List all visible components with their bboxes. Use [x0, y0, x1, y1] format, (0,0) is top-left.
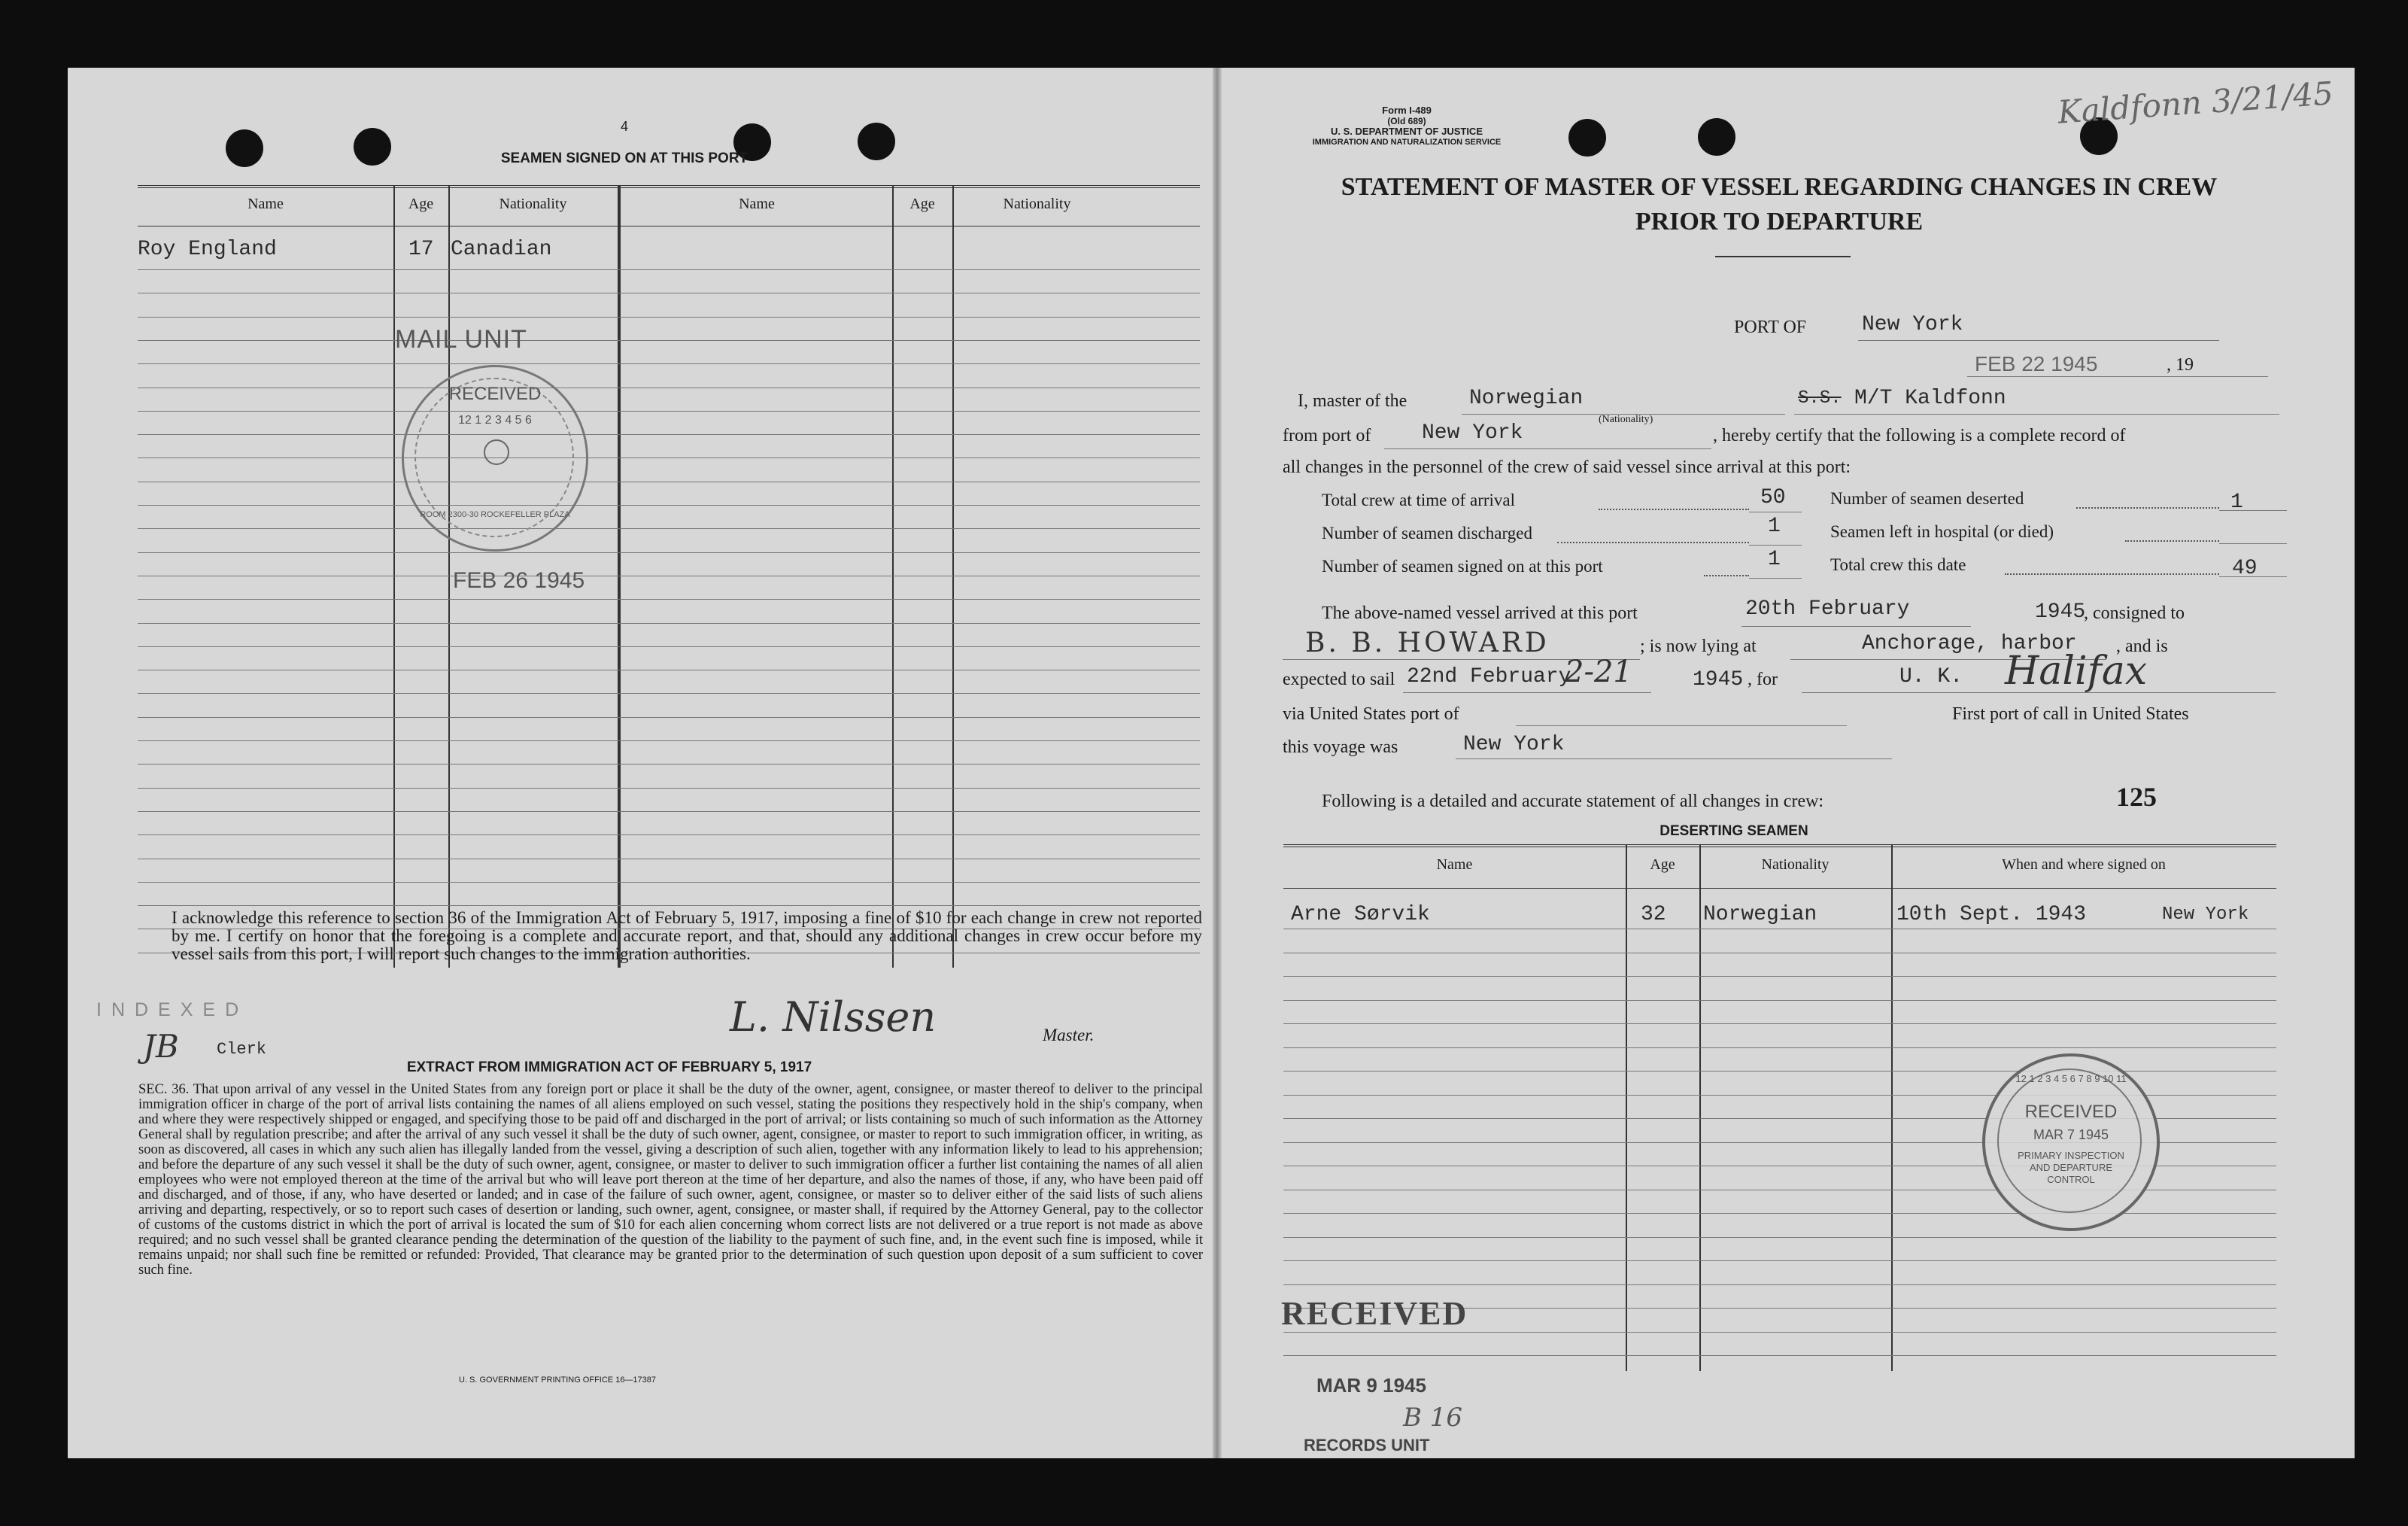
table-rule-line: [138, 811, 1200, 812]
records-unit-stamp: RECORDS UNIT: [1304, 1436, 1430, 1455]
voyage-label: this voyage was: [1283, 737, 1398, 757]
table-rule-line: [138, 457, 1200, 458]
round-stamp-digits: 12 1 2 3 4 5 6 7 8 9 10 11: [2015, 1073, 2127, 1084]
table-rule-line: [138, 693, 1200, 694]
nationality-caption: (Nationality): [1599, 414, 1653, 425]
round-stamp-text: PRIMARY INSPECTION AND DEPARTURE CONTROL: [2018, 1150, 2124, 1185]
deserted-label: Number of seamen deserted: [1830, 489, 2024, 508]
hospital-label: Seamen left in hospital (or died): [1830, 522, 2054, 541]
row-1-nationality: Canadian: [451, 238, 552, 261]
voyage-value: New York: [1463, 733, 1565, 756]
consignee-value: B. B. HOWARD: [1305, 628, 1550, 658]
lying-value: Anchorage, harbor: [1862, 632, 2077, 655]
from-port-value: New York: [1422, 421, 1523, 445]
discharged-value: 1: [1768, 515, 1781, 538]
total-crew-arrival-label: Total crew at time of arrival: [1322, 491, 1516, 509]
discharged-label: Number of seamen discharged: [1322, 524, 1532, 543]
deserted-value: 1: [2230, 491, 2243, 514]
first-call-label: First port of call in United States: [1952, 704, 2189, 724]
form-number: Form I-489: [1382, 105, 1432, 116]
indexed-stamp: INDEXED: [96, 999, 249, 1020]
consigned-label: , consigned to: [2084, 603, 2185, 623]
master-label: Master.: [1043, 1026, 1095, 1044]
stamp-office: ROOM 2300-30 ROCKEFELLER PLAZA: [420, 510, 570, 519]
nationality-value: Norwegian: [1469, 387, 1584, 410]
table-rule-line: [138, 905, 1200, 906]
table-rule-line: [138, 552, 1200, 553]
master-signature: L. Nilssen: [730, 993, 937, 1041]
and-is-label: , and is: [2116, 637, 2168, 656]
for-handwritten: Halifax: [2005, 649, 2148, 694]
received-stamp: RECEIVED: [1281, 1295, 1468, 1332]
seamen-signed-on-table: [138, 185, 1200, 968]
signed-on-value: 1: [1768, 548, 1781, 571]
certify-text: , hereby certify that the following is a complete record of: [1713, 426, 2126, 445]
service: IMMIGRATION AND NATURALIZATION SERVICE: [1312, 138, 1502, 147]
total-crew-arrival-value: 50: [1760, 486, 1786, 509]
column-header-name: Name: [1436, 856, 1473, 873]
extract-title: EXTRACT FROM IMMIGRATION ACT OF FEBRUARY 5, 1917: [406, 1059, 812, 1075]
table-rule-line: [1283, 1213, 2276, 1214]
table-rule-line: [1283, 1237, 2276, 1238]
printer-line: U. S. GOVERNMENT PRINTING OFFICE 16—17387: [459, 1376, 657, 1385]
column-header-name-2: Name: [739, 196, 775, 212]
table-rule-line: [138, 411, 1200, 412]
deserter-signed-place: New York: [2162, 904, 2249, 925]
received-stamp-date: MAR 9 1945: [1316, 1374, 1426, 1397]
clerk-initials: JB: [143, 1028, 179, 1065]
table-rule-line: [1283, 1071, 2276, 1072]
corner-handwritten-note: Kaldfonn 3/21/45: [2056, 74, 2335, 131]
form-old-number: (Old 689): [1387, 116, 1426, 126]
table-rule-line: [138, 599, 1200, 600]
right-page: [1222, 68, 2355, 1458]
from-port-label: from port of: [1283, 426, 1371, 445]
table-rule-line: [138, 764, 1200, 765]
punch-hole: [354, 128, 391, 166]
column-header-age: Age: [1650, 856, 1675, 873]
mail-unit-stamp: MAIL UNIT: [395, 325, 527, 354]
table-rule-line: [138, 740, 1200, 741]
column-header-nationality-2: Nationality: [1003, 196, 1071, 212]
date-stamp: FEB 22 1945: [1975, 352, 2098, 375]
table-rule-line: [138, 882, 1200, 883]
primary-inspection-stamp: [1982, 1053, 2160, 1231]
clerk-label: Clerk: [217, 1040, 267, 1059]
changes-intro: Following is a detailed and accurate statement of all changes in crew:: [1322, 792, 1824, 811]
column-header-signed-on: When and where signed on: [2002, 856, 2166, 873]
date-suffix: , 19: [2167, 355, 2194, 375]
page-number: 4: [620, 119, 628, 134]
lying-label: ; is now lying at: [1640, 637, 1757, 656]
left-page: [68, 68, 1222, 1458]
total-crew-date-label: Total crew this date: [1830, 555, 1966, 574]
received-round-stamp: [402, 365, 588, 552]
arrived-value: 20th February: [1745, 597, 1910, 621]
master-of-label: I, master of the: [1298, 391, 1407, 411]
table-rule-line: [138, 528, 1200, 529]
department: U. S. DEPARTMENT OF JUSTICE: [1331, 126, 1483, 137]
table-rule-line: [1283, 1023, 2276, 1024]
table-rule-line: [138, 363, 1200, 364]
stamp-date: FEB 26 1945: [453, 568, 585, 593]
signed-on-label: Number of seamen signed on at this port: [1322, 557, 1603, 576]
table-rule-line: [1283, 1355, 2276, 1356]
for-value: U. K.: [1899, 665, 1963, 689]
column-header-age-2: Age: [909, 196, 935, 212]
table-rule-line: [138, 646, 1200, 647]
stamp-digits: 12 1 2 3 4 5 6: [458, 414, 532, 427]
port-label: PORT OF: [1734, 318, 1807, 337]
sail-handwritten: 2-21: [1565, 655, 1632, 689]
clock-icon: [484, 439, 509, 465]
arrived-year: 1945: [2035, 600, 2086, 624]
deserter-name: Arne Sørvik: [1291, 903, 1430, 926]
stamp-received-label: RECEIVED: [448, 384, 542, 404]
table-rule-line: [138, 505, 1200, 506]
table-rule-line: [138, 269, 1200, 270]
bottom-handwritten-note: B 16: [1403, 1403, 1463, 1433]
punch-hole: [226, 129, 263, 167]
via-label: via United States port of: [1283, 704, 1459, 724]
deserting-title: DESERTING SEAMEN: [1659, 823, 1808, 839]
round-stamp-received: RECEIVED: [2024, 1102, 2118, 1122]
column-header-age: Age: [408, 196, 434, 212]
table-rule-line: [1283, 1260, 2276, 1261]
form-title-line-1: STATEMENT OF MASTER OF VESSEL REGARDING CHANGES IN CREW: [1341, 173, 2218, 201]
form-header: [1294, 105, 1520, 147]
table-rule-line: [1283, 1284, 2276, 1285]
table-rule-line: [1283, 1000, 2276, 1001]
table-rule-line: [138, 834, 1200, 835]
column-header-nationality: Nationality: [1761, 856, 1830, 873]
round-stamp-date: MAR 7 1945: [2033, 1127, 2109, 1142]
table-rule-line: [138, 340, 1200, 341]
row-1-name: Roy England: [138, 238, 277, 261]
for-label: , for: [1748, 670, 1778, 689]
port-value: New York: [1862, 313, 1963, 336]
table-rule-line: [138, 788, 1200, 789]
arrived-label: The above-named vessel arrived at this port: [1322, 603, 1638, 623]
form-title-line-2: PRIOR TO DEPARTURE: [1635, 208, 1924, 236]
table-rule-line: [1283, 1047, 2276, 1048]
table-rule-line: [1283, 976, 2276, 977]
extract-text: SEC. 36. That upon arrival of any vessel in the United States from any foreign port or place it shall be the duty of the owner, agent, consignee, or master thereof to deliver to the principal immigration officer in charge of the port of arrival lists containing the names of all aliens employed on such vessel, stating the positions they respectively hold in the ship's company, when and where they were respectively shipped or engaged, and specifying those to be paid off and discharged in the port of arrival; or lists containing so much of such information as the Attorney General shall by regulation prescribe; and after the arrival of any such vessel it shall be the duty of such owner, agent, consignee, or master to report to such immigration officer, in writing, as soon as discovered, all cases in which any such alien has illegally landed from the vessel, giving a description of such alien, together with any information likely to lead to his apprehension; and before the departure of any such vessel it shall be the duty of such owner, agent, consignee, or master to deliver to such immigration officer a further list containing the names of all alien employees who were not employed thereon at the time of the arrival but who will leave port thereon at the time of her departure, and also the names of those, if any, who have been paid off and discharged, and of those, if any, who have deserted or landed; and in case of the failure of such owner, agent, consignee, or master so to deliver either of the said lists of such aliens arriving and departing, respectively, or so to report such cases of desertion or landing, such owner, agent, consignee, or master shall, if required by the Attorney General, pay to the collector of customs of the customs district in which the port of arrival is located the sum of $10 for each alien concerning whom correct lists are not delivered or a true report is not made as above required; and no such vessel shall be granted clearance pending the determination of the question of the liability to the payment of such fine, and, in the event such fine is imposed, while it remains unpaid; nor shall such fine be remitted or refunded: Provided, That clearance may be granted prior to the determination of such question upon deposit of a sum sufficient to cover such fine.: [138, 1082, 1203, 1278]
page-fold: [1213, 68, 1222, 1458]
vessel-prefix: S.S.: [1798, 388, 1842, 409]
sail-label: expected to sail: [1283, 670, 1395, 689]
column-header-name: Name: [247, 196, 284, 212]
sail-value: 22nd February: [1407, 665, 1571, 689]
certify-text-2: all changes in the personnel of the crew of said vessel since arrival at this port:: [1283, 457, 1851, 477]
total-crew-date-value: 49: [2232, 557, 2258, 580]
deserter-nationality: Norwegian: [1703, 903, 1817, 926]
sail-year: 1945: [1693, 668, 1744, 692]
table-rule-line: [138, 317, 1200, 318]
table-rule-line: [138, 717, 1200, 718]
table-rule-line: [138, 434, 1200, 435]
changes-number: 125: [2116, 782, 2157, 812]
punch-hole: [1568, 119, 1606, 157]
section-title: SEAMEN SIGNED ON AT THIS PORT: [500, 150, 749, 166]
table-rule-line: [138, 623, 1200, 624]
row-1-age: 17: [408, 238, 434, 261]
acknowledgment-text: I acknowledge this reference to section 36 of the Immigration Act of February 5, 1917, imposing a fine of $10 for each change in crew not reported by me. I certify on honor that the foregoing is a complete and accurate report, and that, should any additional changes in crew occur before my vessel sails from this port, I will report such changes to the immigration authorities.: [172, 908, 1202, 963]
column-header-nationality: Nationality: [499, 196, 567, 212]
punch-hole: [1698, 118, 1735, 156]
deserter-signed-date: 10th Sept. 1943: [1896, 903, 2087, 926]
vessel-name: M/T Kaldfonn: [1854, 387, 2006, 410]
punch-hole: [858, 123, 895, 160]
deserter-age: 32: [1641, 903, 1666, 926]
